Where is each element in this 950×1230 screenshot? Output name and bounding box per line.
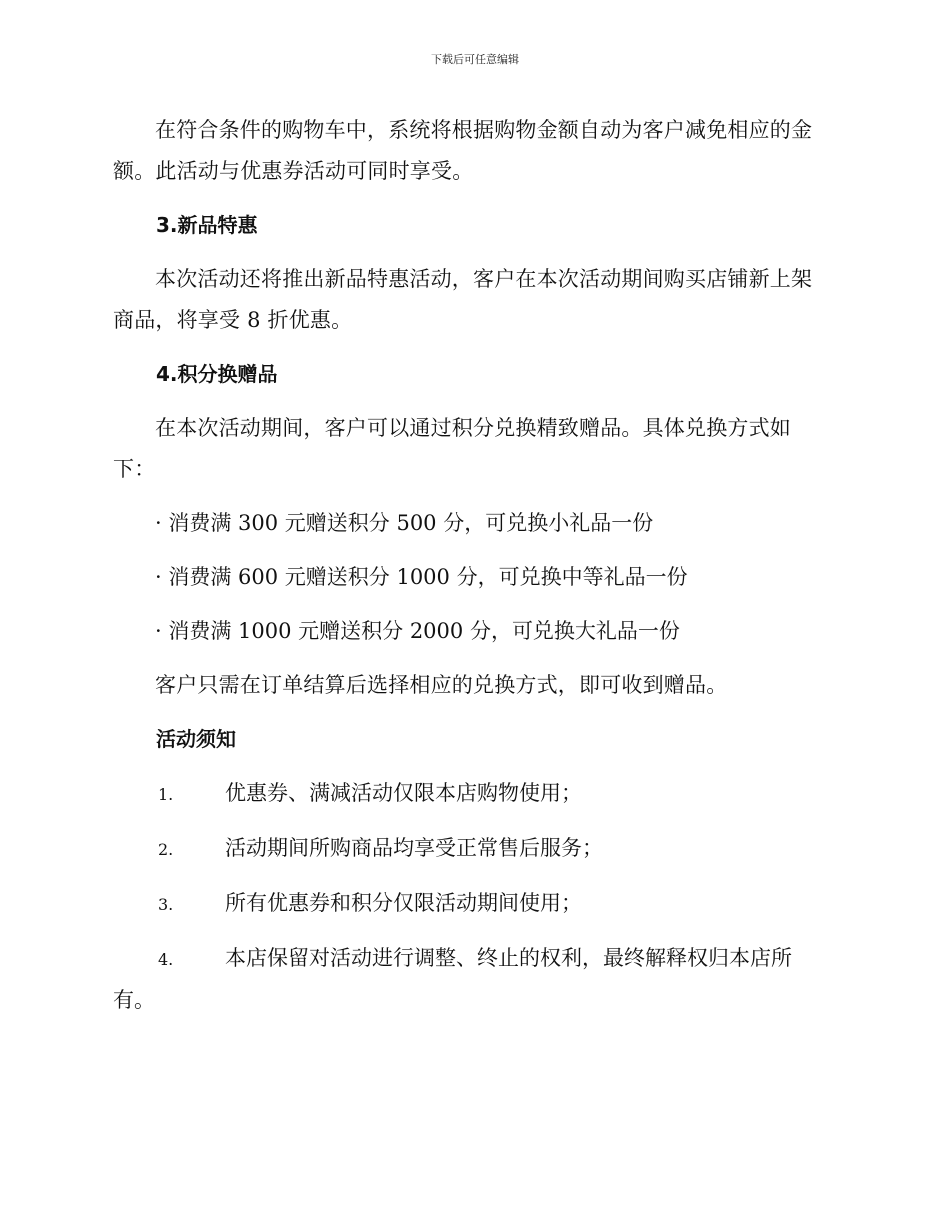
notice-text: 优惠券、满减活动仅限本店购物使用； — [225, 781, 582, 805]
section-heading-notice: 活动须知 — [156, 727, 236, 751]
new-product-paragraph: 本次活动还将推出新品特惠活动，客户在本次活动期间购买店铺新上架商品，将享受 8 折优惠。 — [113, 267, 813, 332]
notice-text: 本店保留对活动进行调整、终止的权利，最终解释权归本店所 — [225, 946, 792, 970]
page-header: 下载后可任意编辑 — [431, 53, 519, 66]
bullet-item: · 消费满 600 元赠送积分 1000 分，可兑换中等礼品一份 — [155, 565, 688, 589]
notice-number: 2. — [158, 840, 174, 859]
notice-number: 4. — [158, 950, 174, 969]
notice-item — [113, 938, 833, 1021]
points-gift-footer: 客户只需在订单结算后选择相应的兑换方式，即可收到赠品。 — [155, 673, 728, 697]
document-body — [113, 110, 833, 1021]
notice-item — [113, 883, 833, 925]
notice-number: 3. — [158, 895, 174, 914]
notice-text: 所有优惠券和积分仅限活动期间使用； — [225, 891, 582, 915]
notice-number: 1. — [158, 785, 174, 804]
notice-item — [113, 828, 833, 870]
notice-text: 活动期间所购商品均享受正常售后服务； — [225, 836, 603, 860]
section-heading-new-product: 3.新品特惠 — [156, 213, 258, 237]
bullet-item: · 消费满 1000 元赠送积分 2000 分，可兑换大礼品一份 — [155, 619, 680, 643]
notice-item — [113, 773, 833, 815]
intro-paragraph: 在符合条件的购物车中，系统将根据购物金额自动为客户减免相应的金额。此活动与优惠券活动可同时享受。 — [113, 118, 813, 183]
section-heading-points-gift: 4.积分换赠品 — [156, 362, 278, 386]
bullet-item: · 消费满 300 元赠送积分 500 分，可兑换小礼品一份 — [155, 511, 654, 535]
points-gift-paragraph: 在本次活动期间，客户可以通过积分兑换精致赠品。具体兑换方式如下： — [113, 416, 791, 481]
notice-text-continued: 有。 — [113, 988, 155, 1012]
